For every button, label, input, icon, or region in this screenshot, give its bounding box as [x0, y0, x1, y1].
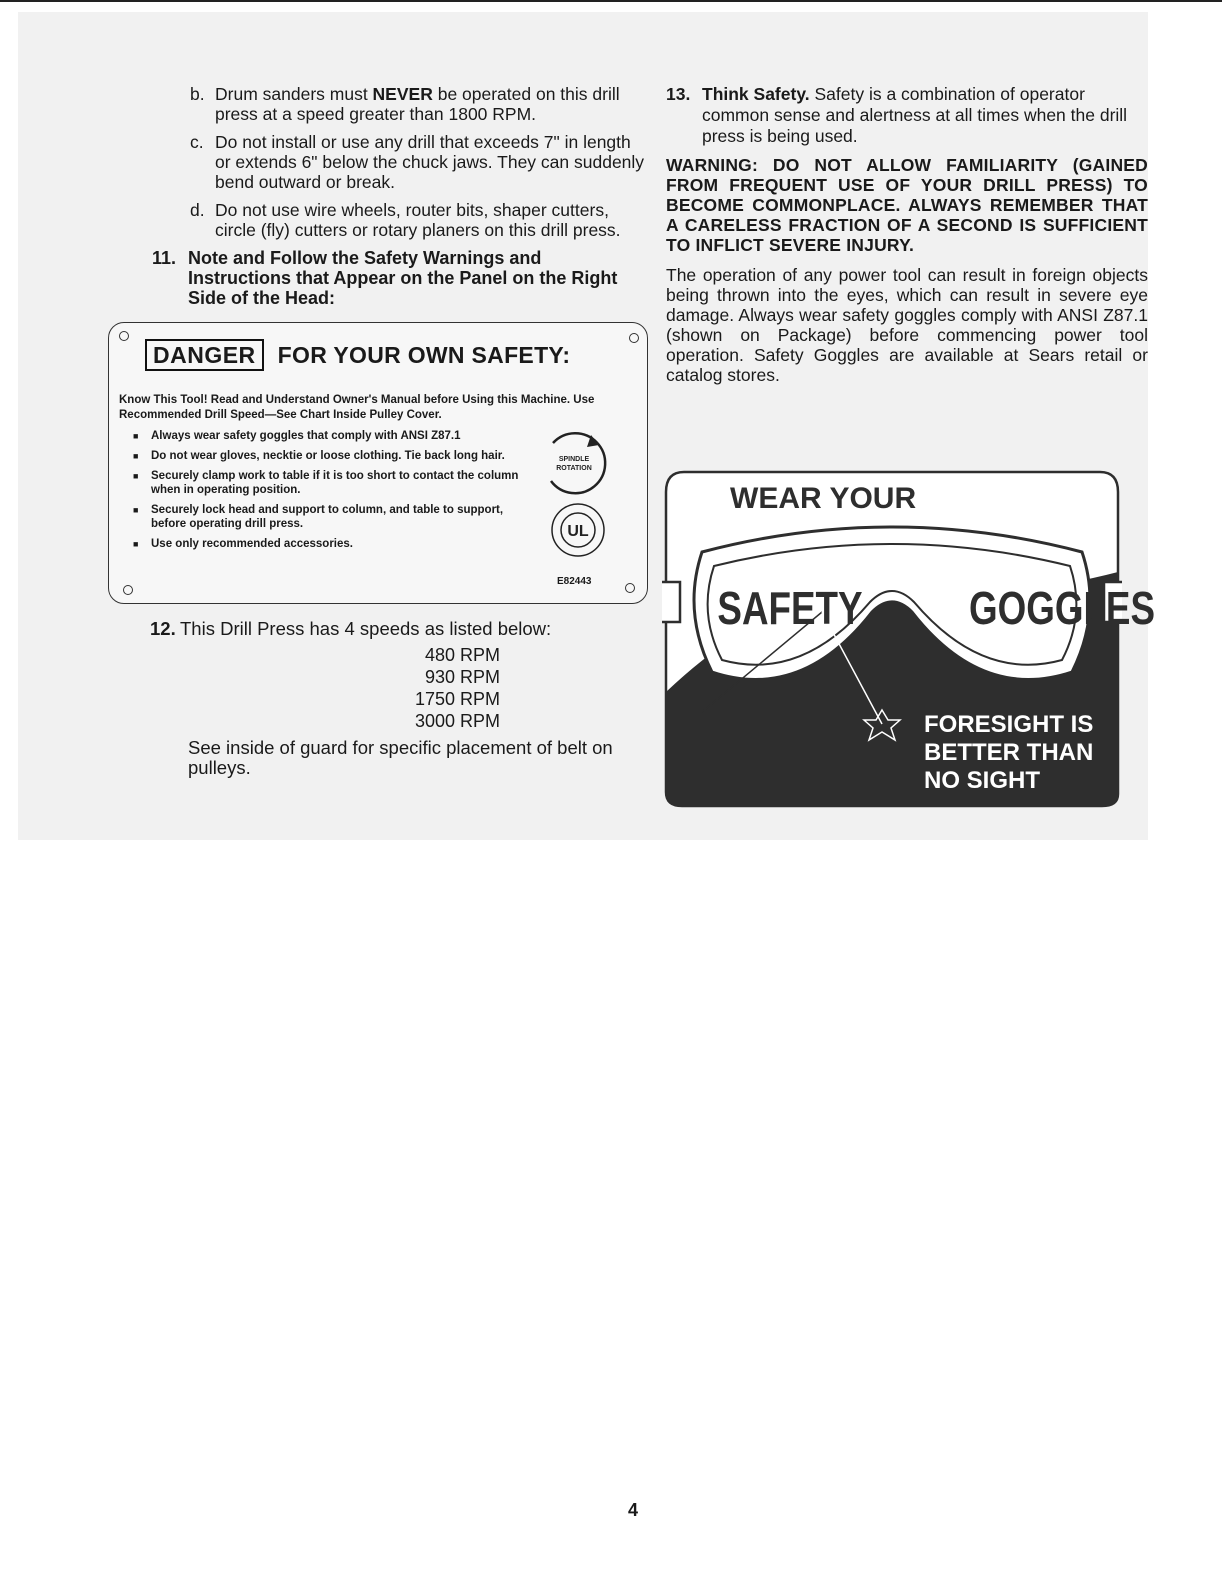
safety-goggles-graphic	[662, 462, 1156, 810]
slogan-line: NO SIGHT	[924, 767, 1041, 794]
danger-bullet: ■ Use only recommended accessories.	[133, 537, 523, 551]
page-number: 4	[628, 1500, 639, 1520]
danger-panel	[108, 322, 648, 604]
sub-item-label: c.	[190, 132, 204, 152]
item-number: 11.	[152, 248, 177, 268]
spindle-label-1: SPINDLE	[558, 456, 590, 463]
danger-bullet: ■ Always wear safety goggles that comply with ANSI Z87.1	[133, 429, 523, 443]
goggles-word-left: SAFETY	[717, 582, 863, 634]
left-column	[108, 84, 648, 778]
sub-item-text-cont: be operated on this drill press at a speed greater than 1800 RPM.	[215, 84, 620, 124]
sub-item-text: Do not install or use any drill that exceeds 7" in length or extends 6" below the chuck jaws. They can suddenly bend outward or break.	[215, 132, 645, 192]
sub-item-text: Drum sanders must	[215, 84, 373, 104]
panel-code: E82443	[557, 576, 592, 587]
item-heading: Think Safety.	[702, 84, 810, 104]
rivet-icon	[625, 583, 635, 593]
sub-item-label: b.	[190, 84, 205, 104]
goggles-word-right: GOGGLES	[968, 582, 1156, 634]
sub-item-b	[108, 84, 648, 124]
goggles-line1: WEAR YOUR	[730, 482, 917, 515]
sub-item-label: d.	[190, 200, 205, 220]
spindle-label-2: ROTATION	[556, 465, 592, 472]
speed-item: 3000 RPM	[414, 711, 500, 731]
goggles-paragraph: The operation of any power tool can result in foreign objects being thrown into the eyes, which can result in severe eye damage. Always wear safety goggles comply with ANSI Z87.1 (shown on Package) before commencing power tool operation. Safety Goggles are available at Sears retail or catalog stores.	[666, 265, 1148, 385]
danger-signal-word: DANGER	[145, 339, 264, 371]
sub-item-d	[108, 200, 648, 240]
speed-item: 480 RPM	[424, 645, 500, 665]
speed-list	[180, 644, 500, 732]
item-12	[108, 618, 648, 732]
belt-placement-note: See inside of guard for specific placement of belt on pulleys.	[188, 737, 613, 778]
danger-header	[145, 339, 570, 371]
speed-item: 1750 RPM	[414, 689, 500, 709]
item-text: This Drill Press has 4 speeds as listed below:	[180, 618, 552, 639]
danger-bullet: ■ Do not wear gloves, necktie or loose clothing. Tie back long hair.	[133, 449, 523, 463]
item-number: 12.	[150, 618, 176, 639]
item-13	[666, 84, 1148, 147]
right-column	[666, 84, 1148, 385]
slogan-line: FORESIGHT IS	[924, 711, 1094, 738]
item-number: 13.	[666, 84, 691, 104]
sub-item-emphasis: NEVER	[372, 84, 433, 104]
rivet-icon	[629, 333, 639, 343]
ul-text: UL	[567, 523, 589, 540]
top-rule	[0, 0, 1222, 2]
ul-listing-icon	[549, 501, 607, 559]
danger-bullet-list	[133, 429, 523, 557]
sub-item-c	[108, 132, 648, 192]
sub-item-text: Do not use wire wheels, router bits, shaper cutters, circle (fly) cutters or rotary planers on this drill press.	[215, 200, 621, 240]
spindle-rotation-icon	[537, 425, 611, 499]
danger-title: FOR YOUR OWN SAFETY:	[277, 341, 571, 368]
rivet-icon	[119, 331, 129, 341]
item-11	[108, 248, 648, 308]
speed-item: 930 RPM	[424, 667, 500, 687]
item-text: Safety is a combination of operator common sense and alertness at all times when the drill press is being used.	[702, 84, 1128, 146]
danger-bullet: ■ Securely lock head and support to column, and table to support, before operating drill press.	[133, 503, 523, 531]
danger-intro: Know This Tool! Read and Understand Owner's Manual before Using this Machine. Use Recommended Drill Speed—See Chart Inside Pulley Cover.	[119, 394, 595, 421]
danger-bullet: ■ Securely clamp work to table if it is too short to contact the column when in operating position.	[133, 469, 523, 497]
item-heading: Note and Follow the Safety Warnings and Instructions that Appear on the Panel on the Right Side of the Head:	[188, 248, 618, 308]
rivet-icon	[123, 585, 133, 595]
warning-text: WARNING: DO NOT ALLOW FAMILIARITY (GAINED FROM FREQUENT USE OF YOUR DRILL PRESS) TO BECOME COMMONPLACE. ALWAYS REMEMBER THAT A CARELESS FRACTION OF A SECOND IS SUFFICIENT TO INFLICT SEVERE INJURY.	[666, 155, 1148, 255]
slogan-line: BETTER THAN	[924, 739, 1094, 766]
